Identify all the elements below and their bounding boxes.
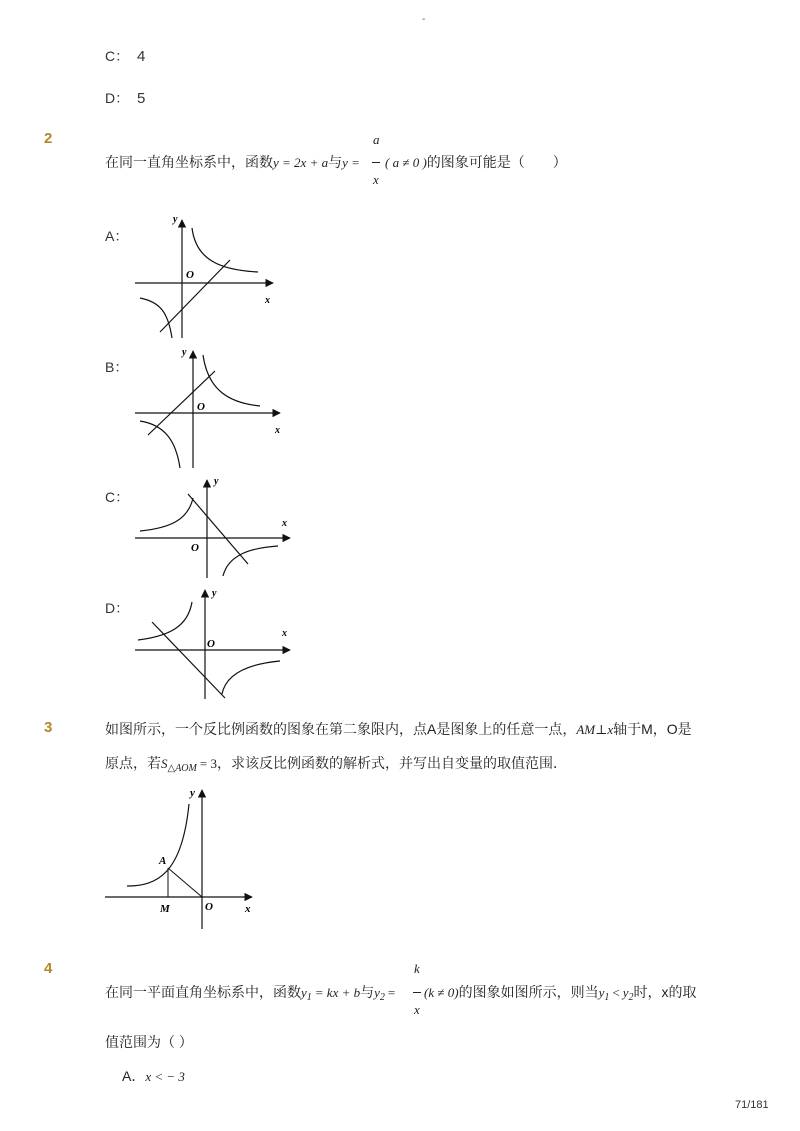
- q4-ineq-lt: <: [612, 985, 620, 1000]
- x-axis-label: x: [275, 425, 280, 436]
- q4-option-a-label: A．: [122, 1068, 146, 1084]
- q4-fraction-bar: [413, 992, 421, 993]
- origin-label: O: [186, 269, 194, 281]
- q3-area-eq: = 3: [199, 756, 217, 771]
- q3-area-subscript: △AOM: [167, 763, 197, 774]
- q3-line2-text-a: 原点，若: [105, 755, 161, 771]
- q2-conj: 与: [328, 154, 343, 170]
- q3-area-symbol: S: [161, 756, 168, 771]
- point-a-label: A: [159, 855, 167, 867]
- q2-option-c-graph[interactable]: [130, 476, 295, 581]
- q4-option-a[interactable]: [122, 1066, 185, 1087]
- q2-option-d-graph[interactable]: [130, 586, 295, 702]
- q2-stem: [105, 152, 360, 173]
- q4-y1-subscript: 1: [306, 992, 312, 1003]
- q4-condition: (k ≠ 0): [424, 985, 459, 1000]
- q2-option-b-label[interactable]: B：: [105, 359, 129, 375]
- q4-conj: 与: [360, 984, 375, 1000]
- q4-ineq-y2: y: [622, 985, 629, 1000]
- q2-option-c-label[interactable]: C：: [105, 489, 130, 505]
- x-axis-label: x: [282, 628, 287, 639]
- q3-number: 3: [44, 719, 53, 736]
- q1-option-c-label: C：: [105, 48, 130, 64]
- q4-stem-part1: [105, 982, 395, 1005]
- q2-number: 2: [44, 130, 53, 147]
- q2-fraction-bar: [372, 162, 380, 163]
- q1-option-d[interactable]: [105, 88, 145, 108]
- q4-ineq-y1-subscript: 1: [604, 992, 610, 1003]
- y-axis-label: y: [190, 787, 195, 799]
- q4-y2-subscript: 2: [379, 992, 385, 1003]
- q2-f2-cond: ( a ≠ 0 ): [385, 155, 427, 170]
- y-axis-label: y: [182, 347, 187, 358]
- hyperbola-branch: [140, 498, 193, 531]
- q3-line2: [105, 753, 567, 776]
- q4-ineq-y2-subscript: 2: [628, 992, 634, 1003]
- page-number: 71/181: [735, 1099, 769, 1111]
- origin-label: O: [205, 901, 213, 913]
- q3-line1-text-a: 如图所示，一个反比例函数的图象在第二象限内，点A是图象上的任意一点，: [105, 721, 577, 737]
- q2-option-a-graph[interactable]: [130, 210, 280, 340]
- q1-option-d-value: 5: [137, 90, 146, 107]
- q2-f1: y = 2x + a: [273, 155, 329, 170]
- x-axis-label: x: [282, 518, 287, 529]
- q3-line1-math: AM⊥x: [576, 722, 614, 737]
- q3-line2-text-b: ，求该反比例函数的解析式，并写出自变量的取值范围．: [216, 755, 567, 771]
- q1-option-c-value: 4: [137, 48, 146, 65]
- q4-line2: 值范围为（ ）: [105, 1034, 193, 1050]
- y-axis-label: y: [214, 476, 219, 487]
- origin-label: O: [191, 542, 199, 554]
- hyperbola-branch: [140, 421, 180, 468]
- q1-option-c[interactable]: [105, 46, 145, 66]
- q3-line1-text-b: 轴于M，O是: [613, 721, 692, 737]
- y-axis-label: y: [173, 214, 178, 225]
- point-m-label: M: [160, 903, 170, 915]
- q1-option-d-label: D：: [105, 90, 130, 106]
- hyperbola-branch: [127, 804, 189, 886]
- q4-y2-eq: =: [387, 985, 396, 1000]
- q4-number: 4: [44, 960, 53, 977]
- hyperbola-branch: [222, 661, 280, 694]
- q4-y1: y: [301, 985, 307, 1000]
- hyperbola-branch: [223, 546, 278, 576]
- header-mark: -: [422, 14, 426, 25]
- line-graph: [152, 622, 225, 698]
- q2-text-before: 在同一直角坐标系中，函数: [105, 154, 273, 170]
- q4-text-end: 时，x的取: [633, 984, 697, 1000]
- q3-line1: [105, 719, 692, 740]
- q2-option-d-label[interactable]: D：: [105, 600, 130, 616]
- hyperbola-branch: [140, 298, 172, 338]
- x-axis-label: x: [245, 903, 251, 915]
- hyperbola-branch: [138, 602, 192, 640]
- q4-y1-rhs: = kx + b: [314, 985, 361, 1000]
- y-axis-label: y: [212, 588, 217, 599]
- x-axis-label: x: [265, 295, 270, 306]
- q2-f2-lhs: y =: [342, 155, 360, 170]
- segment-ao: [168, 868, 202, 897]
- q4-text-before: 在同一平面直角坐标系中，函数: [105, 984, 301, 1000]
- q2-f2-numerator: a: [373, 132, 380, 147]
- q2-option-b-graph[interactable]: [130, 343, 285, 471]
- origin-label: O: [197, 401, 205, 413]
- q3-figure[interactable]: [102, 784, 262, 932]
- q2-f2-denominator: x: [373, 172, 379, 187]
- line-graph: [160, 260, 230, 332]
- q4-fraction-denominator: x: [414, 1002, 420, 1017]
- hyperbola-branch: [203, 355, 260, 406]
- origin-label: O: [207, 638, 215, 650]
- q4-ineq-y1: y: [598, 985, 605, 1000]
- q2-option-a-label[interactable]: A：: [105, 228, 129, 244]
- q4-stem-part2: [424, 982, 696, 1005]
- q4-text-mid: 的图象如图所示，则当: [458, 984, 599, 1000]
- q4-option-a-math: x < − 3: [145, 1069, 185, 1084]
- q2-text-after: 的图象可能是（ ）: [426, 154, 567, 170]
- q4-fraction-numerator: k: [414, 961, 420, 976]
- q2-stem-end: [385, 152, 567, 173]
- q4-y2: y: [374, 985, 380, 1000]
